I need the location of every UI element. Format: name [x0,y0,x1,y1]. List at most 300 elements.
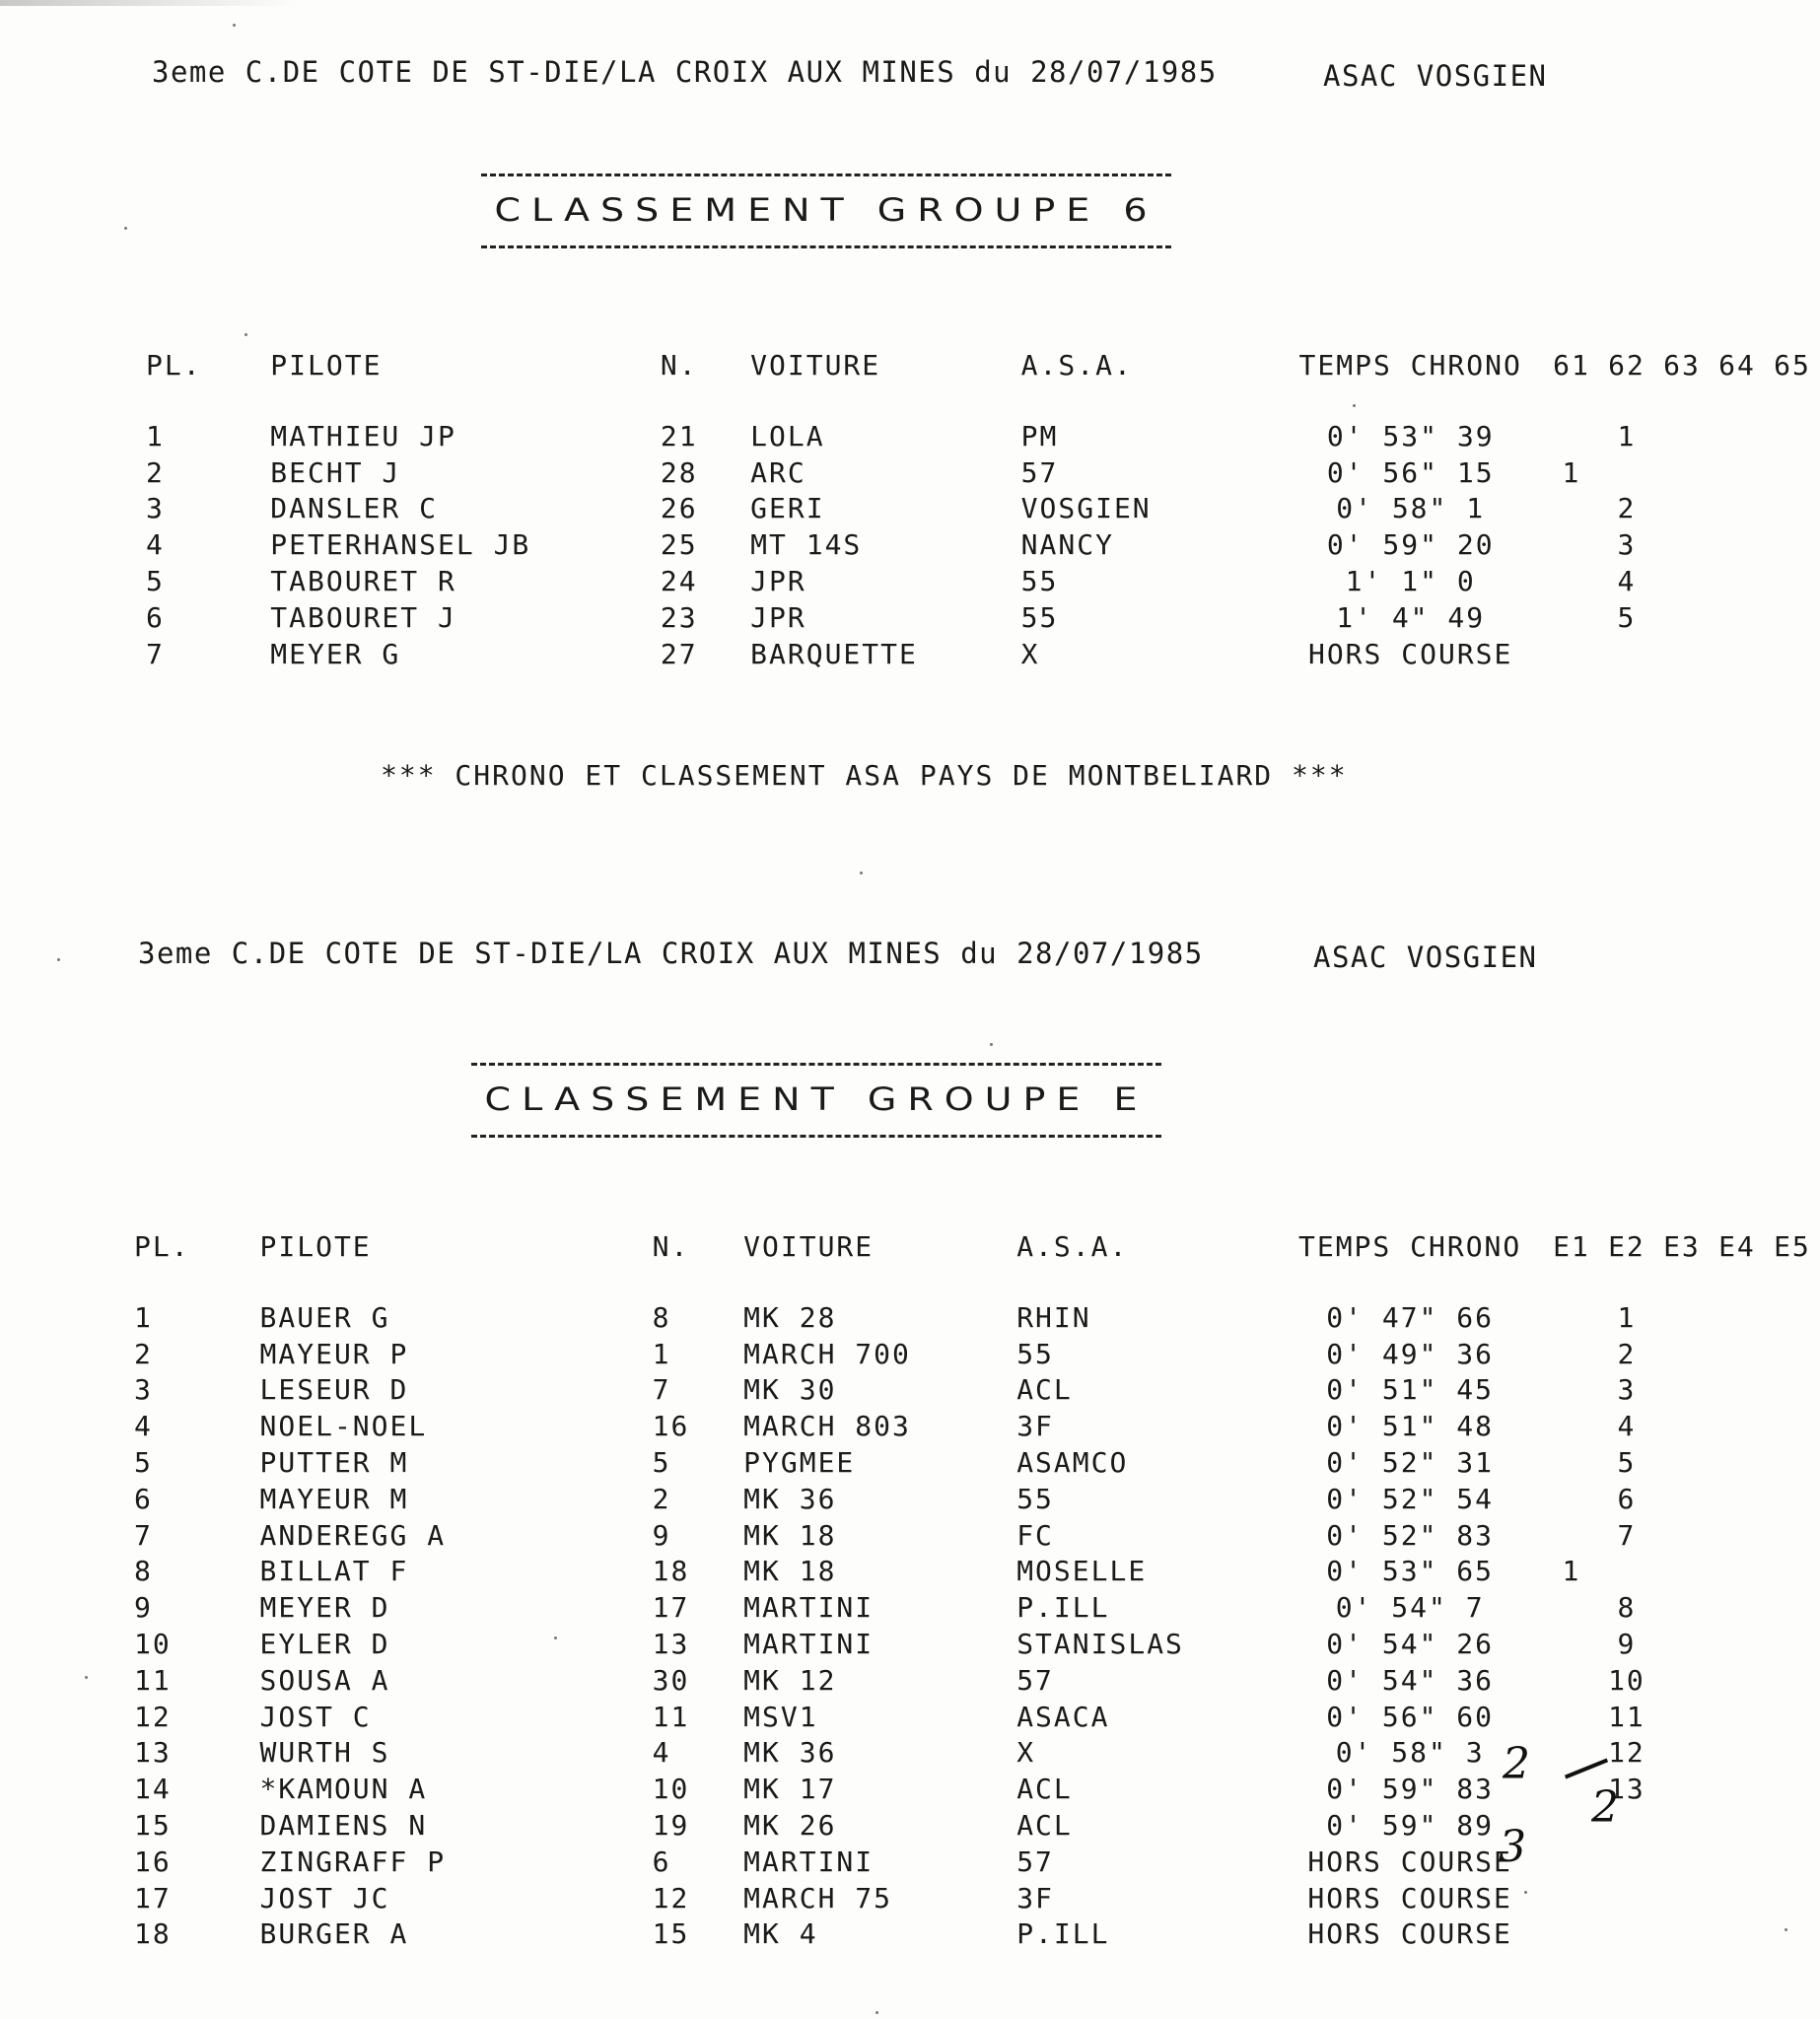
cell-number: 24 [660,565,698,598]
cell-voiture: GERI [750,492,825,525]
cell-pilote: BECHT J [270,455,401,489]
col-header-pl: PL. [146,349,202,382]
cell-pilote: MAYEUR P [259,1337,409,1370]
cell-pilote: MEYER G [270,637,401,670]
class-rank [1710,565,1765,597]
class-header: E2 [1608,1230,1645,1263]
cell-temps: HORS COURSE [1307,637,1513,670]
table-row [126,1916,1820,1953]
cell-temps: 0' 59" 20 [1326,528,1495,562]
cell-class-ranks [1544,1481,1820,1517]
cell-voiture: MK 18 [743,1518,837,1552]
cell-voiture: JPR [750,600,806,634]
cell-class-ranks [1544,1372,1820,1409]
class-rank [1765,1446,1820,1479]
class-rank [1765,565,1820,597]
cell-pilote: PETERHANSEL JB [270,528,531,562]
cell-class-ranks [1544,1299,1820,1336]
cell-number: 16 [652,1410,690,1443]
class-rank [1765,1591,1820,1624]
cell-place: 1 [146,419,165,453]
table-row [126,1699,1820,1735]
cell-place: 10 [134,1628,172,1661]
cell-pilote: *KAMOUN A [259,1773,428,1806]
cell-place: 3 [134,1373,153,1407]
cell-place: 12 [134,1700,172,1733]
class-header: 65 [1774,349,1811,382]
cell-pilote: BURGER A [259,1917,409,1951]
cell-voiture: PYGMEE [743,1446,856,1480]
scan-speck [124,227,127,230]
table-row [126,1844,1820,1880]
class-rank [1654,528,1710,561]
cell-temps: 0' 52" 31 [1326,1446,1494,1480]
cell-temps: 1' 4" 49 [1336,600,1486,634]
class-rank [1710,1664,1765,1697]
group-title: CLASSEMENT GROUPE 6 [494,191,1158,229]
class-header: E3 [1663,1230,1701,1263]
class-rank [1654,1773,1710,1805]
table-row [126,1626,1820,1662]
cell-voiture: BARQUETTE [750,637,918,670]
cell-class-ranks [1544,1735,1820,1772]
class-rank: 4 [1617,565,1637,598]
cell-number: 27 [660,637,698,670]
scan-speck [990,1043,993,1046]
cell-voiture: MSV1 [743,1700,818,1733]
event-title: 3eme C.DE COTE DE ST-DIE/LA CROIX AUX MINES du 28/07/1985 [138,937,1204,970]
class-rank: 4 [1617,1410,1637,1443]
cell-place: 13 [134,1736,172,1770]
class-rank [1710,1410,1765,1442]
cell-class-ranks [1544,526,1820,563]
cell-temps: 0' 56" 60 [1326,1700,1494,1733]
cell-asa: 55 [1020,600,1059,634]
class-rank [1544,1301,1599,1334]
cell-place: 7 [134,1518,153,1552]
cell-asa: ASACA [1016,1700,1110,1733]
cell-asa: 55 [1016,1337,1054,1370]
cell-number: 25 [660,528,698,562]
class-rank [1599,1555,1654,1587]
cell-place: 2 [134,1337,153,1370]
timing-credit-note: *** CHRONO ET CLASSEMENT ASA PAYS DE MONTBELIARD *** [381,759,1348,792]
class-rank [1765,1373,1820,1406]
table-row [126,1408,1820,1444]
cell-number: 17 [652,1591,690,1625]
handwritten-correction-row15: 3 [1499,1822,1526,1872]
col-header-n: N. [660,349,698,382]
cell-place: 8 [134,1555,153,1588]
class-rank [1765,601,1820,634]
cell-place: 6 [146,600,165,634]
cell-asa: 55 [1016,1482,1054,1515]
class-rank: 13 [1608,1773,1645,1806]
group-title: CLASSEMENT GROUPE E [484,1080,1149,1118]
class-rank [1654,1664,1710,1697]
cell-asa: P.ILL [1016,1917,1110,1951]
col-header-pl: PL. [134,1230,190,1263]
cell-place: 14 [134,1773,172,1806]
cell-voiture: MK 18 [743,1555,837,1588]
results-table-groupe-6 [138,349,1820,672]
class-rank [1710,1338,1765,1370]
table-row [126,1336,1820,1372]
cell-number: 28 [660,455,698,489]
cell-voiture: MARCH 75 [743,1881,892,1915]
table-row [126,1444,1820,1481]
cell-voiture: MT 14S [750,528,863,562]
class-rank [1765,1301,1820,1334]
scan-speck [233,24,236,27]
class-rank: 8 [1617,1591,1637,1625]
col-header-voiture: VOITURE [743,1230,875,1263]
cell-place: 4 [146,528,165,562]
scan-speck [554,1636,557,1639]
title-rule-top [471,1063,1161,1066]
cell-place: 18 [134,1917,172,1951]
cell-pilote: BAUER G [259,1300,390,1334]
class-rank [1544,1628,1599,1660]
cell-place: 1 [134,1300,153,1334]
col-header-classes [1544,349,1820,418]
class-rank [1544,528,1599,561]
cell-pilote: NOEL-NOEL [259,1410,428,1443]
cell-class-ranks [1544,1662,1820,1699]
cell-number: 26 [660,492,698,525]
table-row [126,1481,1820,1517]
table-row [126,1662,1820,1699]
cell-class-ranks [1544,1589,1820,1626]
cell-class-ranks [1544,1844,1820,1880]
class-rank: 11 [1608,1700,1645,1733]
cell-voiture: MK 12 [743,1663,837,1697]
class-rank [1654,1410,1710,1442]
cell-place: 5 [134,1446,153,1480]
class-rank [1544,601,1599,634]
cell-asa: FC [1016,1518,1054,1552]
cell-number: 8 [652,1300,671,1334]
cell-pilote: TABOURET R [270,565,456,598]
class-rank: 1 [1617,1300,1637,1334]
cell-asa: ACL [1016,1373,1073,1407]
class-rank [1765,1519,1820,1552]
cell-pilote: TABOURET J [270,600,456,634]
table-header-row [138,349,1820,418]
class-rank [1765,1410,1820,1442]
class-header: 63 [1663,349,1701,382]
table-row [126,1517,1820,1554]
class-rank [1544,1410,1599,1442]
cell-asa: 57 [1016,1845,1054,1878]
class-rank [1765,1701,1820,1733]
cell-voiture: MK 26 [743,1809,837,1843]
cell-voiture: LOLA [750,419,825,453]
class-header: E1 [1553,1230,1590,1263]
cell-voiture: MK 17 [743,1773,837,1806]
cell-class-ranks [1544,563,1820,599]
class-rank [1710,456,1765,489]
cell-class-ranks [1544,1771,1820,1807]
class-rank [1765,1555,1820,1587]
class-rank [1710,1591,1765,1624]
table-row [126,1589,1820,1626]
class-rank: 3 [1617,528,1637,562]
table-row [126,1372,1820,1409]
class-rank [1710,1301,1765,1334]
cell-number: 11 [652,1700,690,1733]
class-rank [1765,1736,1820,1769]
cell-number: 5 [652,1446,671,1480]
cell-number: 18 [652,1555,690,1588]
class-rank [1710,1446,1765,1479]
class-rank [1710,1773,1765,1805]
cell-temps: 0' 51" 45 [1326,1373,1494,1407]
cell-class-ranks [1544,599,1820,636]
class-rank [1765,492,1820,524]
cell-pilote: PUTTER M [259,1446,409,1480]
club-name: ASAC VOSGIEN [1313,940,1538,974]
cell-class-ranks [1544,1699,1820,1735]
cell-pilote: ZINGRAFF P [259,1845,447,1878]
class-rank: 9 [1617,1628,1637,1661]
handwritten-correction-row13: 2 [1503,1739,1530,1789]
cell-place: 15 [134,1809,172,1843]
cell-temps: 0' 59" 89 [1326,1809,1494,1843]
class-rank [1710,1701,1765,1733]
class-rank [1544,420,1599,453]
cell-temps: 0' 52" 54 [1326,1482,1494,1515]
cell-voiture: MARTINI [743,1845,875,1878]
cell-pilote: SOUSA A [259,1663,390,1697]
group-title-block-1 [481,174,1171,248]
class-rank [1544,1591,1599,1624]
cell-asa: X [1016,1736,1036,1770]
cell-place: 17 [134,1881,172,1915]
class-rank [1765,528,1820,561]
class-rank [1654,1555,1710,1587]
cell-temps: 0' 49" 36 [1326,1337,1494,1370]
cell-number: 12 [652,1881,690,1915]
event-header-1 [152,55,1548,93]
col-header-asa: A.S.A. [1016,1230,1129,1263]
class-rank [1544,1446,1599,1479]
table-row [138,526,1820,563]
table-row [138,418,1820,454]
cell-voiture: MK 30 [743,1373,837,1407]
scan-speck [875,2011,878,2014]
class-rank: 5 [1617,600,1637,634]
cell-place: 11 [134,1663,172,1697]
class-rank [1654,1446,1710,1479]
class-rank: 5 [1617,1446,1637,1480]
cell-pilote: WURTH S [259,1736,390,1770]
cell-class-ranks [1544,1554,1820,1590]
cell-asa: VOSGIEN [1020,492,1152,525]
table-row [138,636,1820,672]
cell-place: 16 [134,1845,172,1878]
class-rank [1544,492,1599,524]
cell-asa: 3F [1016,1881,1054,1915]
class-rank [1654,1591,1710,1624]
cell-asa: 55 [1020,565,1059,598]
table-row [126,1735,1820,1772]
cell-pilote: BILLAT F [259,1555,409,1588]
cell-voiture: MK 36 [743,1736,837,1770]
scan-speck [1353,404,1356,407]
col-header-pilote: PILOTE [259,1230,372,1263]
cell-pilote: EYLER D [259,1628,390,1661]
cell-asa: RHIN [1016,1300,1091,1334]
cell-temps: 0' 58" 3 [1335,1736,1485,1770]
cell-pilote: MATHIEU JP [270,419,456,453]
class-rank [1654,565,1710,597]
scan-speck [85,1676,88,1679]
class-rank [1544,1338,1599,1370]
cell-temps: HORS COURSE [1307,1917,1512,1951]
cell-number: 9 [652,1518,671,1552]
cell-class-ranks [1544,636,1820,672]
col-header-classes [1544,1230,1820,1299]
col-header-voiture: VOITURE [750,349,881,382]
cell-voiture: MARTINI [743,1628,875,1661]
cell-place: 2 [146,455,165,489]
class-rank [1654,1736,1710,1769]
cell-asa: P.ILL [1016,1591,1110,1625]
class-header: 61 [1553,349,1590,382]
cell-temps: 0' 54" 36 [1326,1663,1494,1697]
class-rank [1654,420,1710,453]
class-rank [1765,420,1820,453]
event-title: 3eme C.DE COTE DE ST-DIE/LA CROIX AUX MINES du 28/07/1985 [152,55,1218,89]
event-header-2 [138,937,1538,974]
class-rank [1654,1373,1710,1406]
cell-class-ranks [1544,1626,1820,1662]
cell-temps: 0' 53" 39 [1326,419,1495,453]
cell-asa: ASAMCO [1016,1446,1129,1480]
col-header-temps: TEMPS CHRONO [1298,349,1522,382]
table-row [138,563,1820,599]
class-rank [1765,456,1820,489]
class-rank [1710,1555,1765,1587]
class-rank [1654,1519,1710,1552]
class-rank [1654,456,1710,489]
scan-speck [245,333,247,336]
class-header: E4 [1718,1230,1756,1263]
cell-asa: X [1020,637,1040,670]
title-rule-bottom [481,245,1171,248]
cell-asa: MOSELLE [1016,1555,1148,1588]
cell-pilote: JOST C [259,1700,372,1733]
class-rank: 6 [1617,1482,1637,1515]
class-rank [1765,1773,1820,1805]
cell-asa: NANCY [1020,528,1114,562]
col-header-temps: TEMPS CHRONO [1297,1230,1522,1263]
group-title-block-2 [471,1063,1161,1138]
cell-number: 6 [652,1845,671,1878]
cell-number: 13 [652,1628,690,1661]
cell-asa: 57 [1020,455,1059,489]
cell-pilote: MEYER D [259,1591,390,1625]
cell-class-ranks [1544,491,1820,527]
class-rank [1599,456,1654,489]
cell-place: 4 [134,1410,153,1443]
cell-temps: 1' 1" 0 [1345,565,1476,598]
cell-place: 6 [134,1482,153,1515]
cell-temps: 0' 51" 48 [1326,1410,1494,1443]
handwritten-correction-row14: 2 [1591,1782,1619,1833]
cell-asa: STANISLAS [1016,1628,1184,1661]
cell-class-ranks [1544,454,1820,491]
results-table-groupe-e [126,1230,1820,1952]
cell-pilote: ANDEREGG A [259,1518,447,1552]
club-name: ASAC VOSGIEN [1323,59,1548,93]
table-row [138,491,1820,527]
cell-asa: ACL [1016,1809,1073,1843]
class-rank: 10 [1608,1663,1645,1697]
cell-class-ranks [1544,1880,1820,1916]
class-rank [1710,1373,1765,1406]
cell-class-ranks [1544,1807,1820,1844]
class-header: E5 [1774,1230,1811,1263]
cell-voiture: ARC [750,455,806,489]
class-rank [1654,1701,1710,1733]
scan-speck [860,871,863,874]
scan-speck [1524,1891,1527,1894]
cell-place: 9 [134,1591,153,1625]
cell-voiture: MK 4 [743,1917,818,1951]
col-header-asa: A.S.A. [1020,349,1133,382]
cell-pilote: MAYEUR M [259,1482,409,1515]
cell-temps: 0' 54" 7 [1335,1591,1485,1625]
class-rank: 12 [1608,1736,1645,1770]
cell-temps: HORS COURSE [1307,1881,1512,1915]
title-rule-top [481,174,1171,176]
class-rank: 1 [1617,419,1637,453]
class-rank: 2 [1617,1337,1637,1370]
cell-temps: 0' 59" 83 [1326,1773,1494,1806]
class-rank [1765,1628,1820,1660]
cell-number: 1 [652,1337,671,1370]
cell-class-ranks [1544,1408,1820,1444]
cell-temps: 0' 58" 1 [1336,492,1486,525]
class-rank [1710,1519,1765,1552]
cell-pilote: LESEUR D [259,1373,409,1407]
cell-asa: ACL [1016,1773,1073,1806]
cell-class-ranks [1544,1444,1820,1481]
col-header-pilote: PILOTE [270,349,383,382]
class-rank [1544,1664,1599,1697]
class-rank [1544,1373,1599,1406]
col-header-n: N. [652,1230,690,1263]
cell-number: 2 [652,1482,671,1515]
cell-pilote: JOST JC [259,1881,390,1915]
cell-class-ranks [1544,1336,1820,1372]
class-rank [1710,528,1765,561]
cell-place: 5 [146,565,165,598]
cell-voiture: MARCH 803 [743,1410,911,1443]
class-rank: 2 [1617,492,1637,525]
cell-number: 23 [660,600,698,634]
class-rank [1710,1628,1765,1660]
cell-asa: 57 [1016,1663,1054,1697]
class-header: 62 [1608,349,1645,382]
table-row [126,1554,1820,1590]
cell-place: 7 [146,637,165,670]
cell-voiture: MK 28 [743,1300,837,1334]
cell-class-ranks [1544,1916,1820,1953]
cell-pilote: DAMIENS N [259,1809,428,1843]
